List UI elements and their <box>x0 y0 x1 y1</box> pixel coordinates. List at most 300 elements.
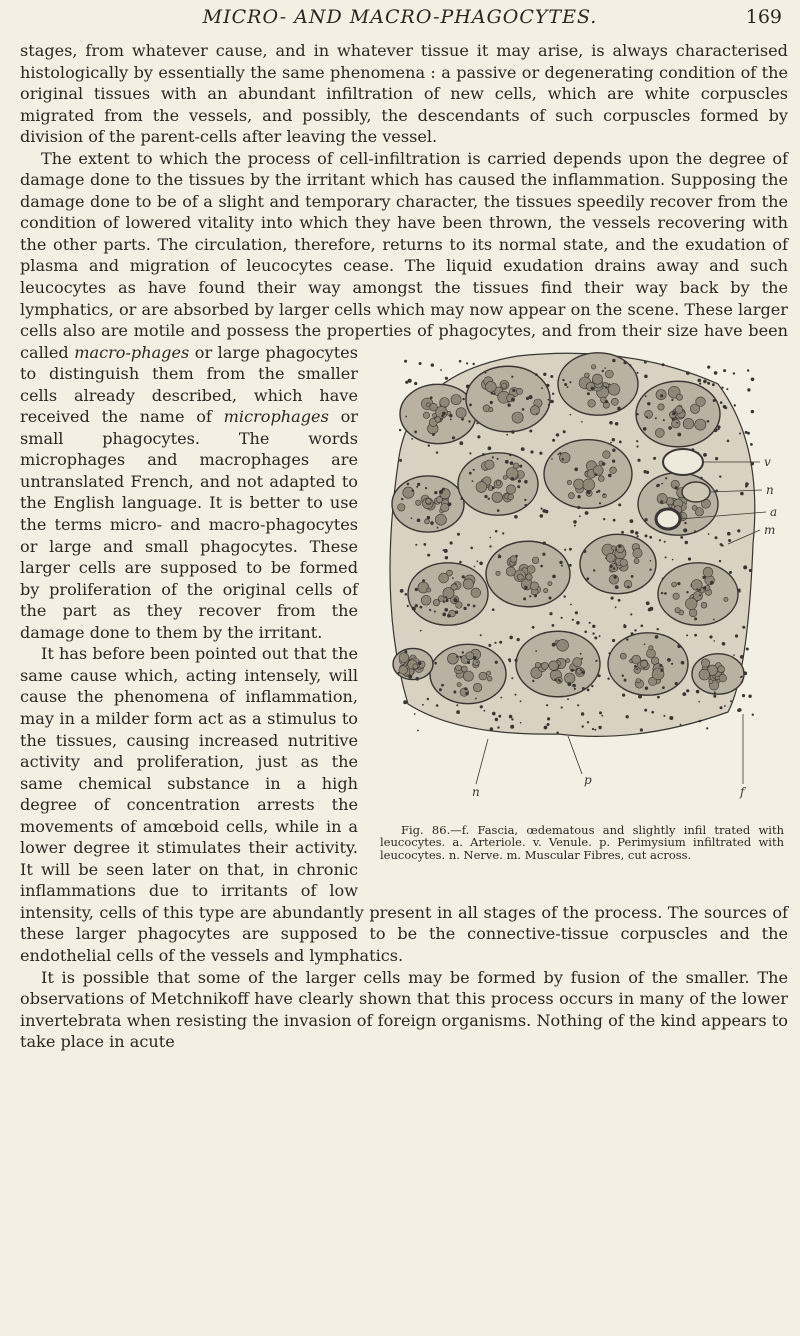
leucocyte <box>510 724 514 728</box>
muscle-fibre <box>439 573 449 583</box>
muscle-fibre <box>398 503 405 510</box>
leucocyte <box>751 410 754 413</box>
leucocyte <box>618 599 621 602</box>
leucocyte <box>598 674 601 677</box>
leucocyte <box>523 597 526 600</box>
leucocyte <box>715 677 717 679</box>
leucocyte <box>671 399 673 401</box>
leucocyte <box>522 408 525 411</box>
leucocyte <box>644 374 648 378</box>
leucocyte <box>430 521 434 525</box>
leucocyte <box>574 687 576 689</box>
label-nerve-bottom: n <box>472 784 480 799</box>
leucocyte <box>581 421 583 423</box>
leucocyte <box>462 651 464 653</box>
leucocyte <box>622 674 624 676</box>
muscle-fibre <box>541 662 548 669</box>
leucocyte <box>546 704 548 706</box>
leucocyte <box>745 482 749 486</box>
leucocyte <box>630 613 632 615</box>
leucocyte <box>443 549 445 551</box>
leucocyte <box>511 375 513 377</box>
leucocyte <box>543 541 546 544</box>
muscle-fibre <box>649 645 653 649</box>
leucocyte <box>509 453 512 456</box>
leucocyte <box>637 535 639 537</box>
leucocyte <box>511 677 513 679</box>
muscle-fibre <box>496 571 500 575</box>
leucocyte <box>497 726 499 728</box>
leucocyte <box>498 714 501 717</box>
leucocyte <box>580 669 582 671</box>
leucocyte <box>562 458 564 460</box>
muscle-fibre <box>535 662 540 667</box>
leucocyte <box>604 367 606 369</box>
figure-86 <box>368 344 788 892</box>
muscle-fibre <box>699 669 710 680</box>
leucocyte <box>468 420 470 422</box>
leucocyte <box>581 712 584 715</box>
leucocyte <box>660 394 663 397</box>
leucocyte <box>587 490 591 494</box>
muscle-fibre <box>611 398 618 405</box>
leucocyte <box>594 473 597 476</box>
leucocyte <box>714 371 718 375</box>
leucocyte <box>515 554 518 557</box>
leucocyte <box>482 453 485 456</box>
leucocyte <box>459 441 463 445</box>
muscle-fibre <box>489 407 493 411</box>
leucocyte <box>456 704 458 706</box>
leucocyte <box>741 681 743 683</box>
leucocyte <box>698 701 700 703</box>
muscle-fibre <box>683 418 694 429</box>
leucocyte <box>506 433 508 435</box>
leucocyte <box>440 369 442 371</box>
leucocyte <box>569 564 572 567</box>
muscle-fibre <box>516 388 522 394</box>
leucocyte <box>655 635 659 639</box>
leucocyte <box>577 495 580 498</box>
leucocyte <box>599 635 601 637</box>
leucocyte <box>583 550 586 553</box>
leucocyte <box>552 624 555 627</box>
leucocyte <box>714 691 716 693</box>
leucocyte <box>466 362 468 364</box>
leucocyte <box>544 725 548 729</box>
leucocyte <box>480 705 483 708</box>
leucocyte <box>442 612 446 616</box>
leucocyte <box>401 498 403 500</box>
leucocyte <box>712 383 715 386</box>
leucocyte <box>550 399 554 403</box>
muscle-fibre <box>492 492 502 502</box>
leucocyte <box>526 396 529 399</box>
muscle-fibre <box>685 598 697 610</box>
leucocyte <box>650 560 652 562</box>
leucocyte <box>494 641 496 643</box>
leucocyte <box>571 668 574 671</box>
leucocyte <box>592 632 594 634</box>
leucocyte <box>706 727 708 729</box>
leader-line <box>476 739 488 784</box>
leucocyte <box>572 683 576 687</box>
leucocyte <box>416 485 418 487</box>
paragraph-text: or small phagocytes. The words microphages and macrophages are untranslated French, and not adapted to the English language. It is better to use the terms micro- and macro-phagocytes or large and small phagocytes. These larger cells are supposed to be formed by proliferation of the original cells of the part as they recover from the damage done to them by the irritant. <box>20 407 358 642</box>
leucocyte <box>511 397 515 401</box>
leucocyte <box>686 371 690 375</box>
leucocyte <box>447 614 451 618</box>
leucocyte <box>499 640 502 643</box>
leucocyte <box>728 539 731 542</box>
leucocyte <box>445 599 448 602</box>
leucocyte <box>644 708 647 711</box>
leucocyte <box>660 500 663 503</box>
leucocyte <box>733 372 735 374</box>
leucocyte <box>493 392 495 394</box>
leucocyte <box>677 432 681 436</box>
leucocyte <box>587 721 589 723</box>
leucocyte <box>671 662 673 664</box>
leucocyte <box>595 659 597 661</box>
leucocyte <box>524 498 526 500</box>
leucocyte <box>612 358 615 361</box>
leucocyte <box>661 482 663 484</box>
leucocyte <box>412 489 414 491</box>
leucocyte <box>452 577 454 579</box>
leucocyte <box>640 728 643 731</box>
leucocyte <box>549 596 552 599</box>
leucocyte <box>474 565 476 567</box>
muscle-fibre <box>426 498 432 504</box>
leucocyte <box>677 644 681 648</box>
leucocyte <box>638 694 642 698</box>
leucocyte <box>547 398 549 400</box>
label-f: f <box>740 784 745 799</box>
leucocyte <box>484 495 487 498</box>
leucocyte <box>643 427 647 431</box>
leucocyte <box>552 438 555 441</box>
leucocyte <box>517 485 520 488</box>
leucocyte <box>627 585 629 587</box>
leucocyte <box>517 638 520 641</box>
leucocyte <box>720 401 723 404</box>
muscle-fibre <box>676 394 682 400</box>
leucocyte <box>422 704 424 706</box>
leucocyte <box>428 444 430 446</box>
leucocyte <box>525 504 527 506</box>
leucocyte <box>442 487 445 490</box>
leucocyte <box>423 543 426 546</box>
leucocyte <box>582 725 584 727</box>
leucocyte <box>630 519 634 523</box>
leucocyte <box>752 713 754 715</box>
leucocyte <box>646 601 650 605</box>
leucocyte <box>418 661 422 665</box>
leucocyte <box>515 658 518 661</box>
leucocyte <box>443 600 445 602</box>
leucocyte <box>574 467 578 471</box>
leucocyte <box>626 638 628 640</box>
leucocyte <box>540 564 543 567</box>
leucocyte <box>680 723 682 725</box>
leucocyte <box>557 453 559 455</box>
leucocyte <box>445 376 448 379</box>
leucocyte <box>476 661 478 663</box>
muscle-fibre <box>426 402 430 406</box>
muscle-fibre <box>485 460 494 469</box>
leucocyte <box>552 392 554 394</box>
leucocyte <box>610 564 613 567</box>
leucocyte <box>683 528 687 532</box>
muscle-fibre <box>592 374 602 384</box>
leucocyte <box>605 400 608 403</box>
leucocyte <box>425 487 427 489</box>
leucocyte <box>495 717 498 720</box>
leucocyte <box>556 731 558 733</box>
muscle-fibre <box>457 682 461 686</box>
leucocyte <box>540 514 544 518</box>
leucocyte <box>579 515 581 517</box>
leucocyte <box>444 608 448 612</box>
leucocyte <box>715 457 718 460</box>
muscle-fibre <box>696 397 706 407</box>
leucocyte <box>724 705 726 707</box>
arteriole <box>656 509 680 529</box>
leucocyte <box>659 664 662 667</box>
leucocyte <box>663 419 665 421</box>
muscle-fibre <box>440 397 450 407</box>
leucocyte <box>667 658 671 662</box>
leucocyte <box>448 502 452 506</box>
leucocyte <box>733 654 735 656</box>
leucocyte <box>469 452 471 454</box>
leucocyte <box>684 522 686 524</box>
running-head: MICRO- AND MACRO-PHAGOCYTES. <box>202 6 598 28</box>
leucocyte <box>613 575 616 578</box>
leucocyte <box>649 536 652 539</box>
leucocyte <box>408 674 412 678</box>
leucocyte <box>617 406 621 410</box>
leucocyte <box>612 459 615 462</box>
leucocyte <box>605 557 607 559</box>
leucocyte <box>488 497 490 499</box>
leucocyte <box>415 604 418 607</box>
leucocyte <box>681 661 685 665</box>
leucocyte <box>616 548 618 550</box>
leucocyte <box>475 697 477 699</box>
leucocyte <box>543 372 546 375</box>
muscle-fibre <box>435 416 441 422</box>
leucocyte <box>467 660 470 663</box>
leucocyte <box>444 549 448 553</box>
leucocyte <box>644 643 646 645</box>
leucocyte <box>719 560 721 562</box>
leucocyte <box>742 694 745 697</box>
leucocyte <box>470 546 473 549</box>
leucocyte <box>660 668 663 671</box>
leucocyte <box>490 536 492 538</box>
muscle-fibre <box>463 671 473 681</box>
leucocyte <box>675 682 678 685</box>
leucocyte <box>657 483 660 486</box>
leucocyte <box>559 560 562 563</box>
leucocyte <box>743 671 747 675</box>
leucocyte <box>609 383 611 385</box>
leucocyte <box>686 591 688 593</box>
leucocyte <box>405 415 407 417</box>
leucocyte <box>573 520 577 524</box>
muscle-fibre <box>598 475 604 481</box>
leucocyte <box>546 383 549 386</box>
muscle-fibre <box>675 406 682 413</box>
leucocyte <box>713 694 716 697</box>
muscle-fibre <box>517 574 523 580</box>
leucocyte <box>602 462 606 466</box>
leucocyte <box>480 634 482 636</box>
muscle-fibre <box>427 588 431 592</box>
leucocyte <box>605 386 607 388</box>
leucocyte <box>682 692 686 696</box>
leucocyte <box>713 640 715 642</box>
muscle-fibre <box>586 382 595 391</box>
leucocyte <box>405 593 408 596</box>
leucocyte <box>665 556 667 558</box>
leucocyte <box>738 588 741 591</box>
leucocyte <box>608 473 612 477</box>
leucocyte <box>552 574 556 578</box>
leucocyte <box>469 471 472 474</box>
leucocyte <box>429 609 431 611</box>
leucocyte <box>635 531 639 535</box>
muscle-fibre <box>413 663 418 668</box>
leucocyte <box>713 399 716 402</box>
leucocyte <box>532 626 535 629</box>
leucocyte <box>408 378 412 382</box>
muscle-fibre <box>448 653 459 664</box>
leucocyte <box>586 577 589 580</box>
muscle-fibre <box>588 399 596 407</box>
leucocyte <box>456 655 458 657</box>
leucocyte <box>699 594 701 596</box>
leucocyte <box>594 636 597 639</box>
leucocyte <box>612 448 615 451</box>
muscle-fibre <box>456 407 466 417</box>
muscle-fibre <box>476 481 487 492</box>
muscle-fibre <box>574 479 584 489</box>
label-v: v <box>764 454 771 469</box>
leucocyte <box>529 595 531 597</box>
leucocyte <box>457 532 460 535</box>
leucocyte <box>577 506 580 509</box>
leucocyte <box>686 634 688 636</box>
muscle-fibre <box>508 494 514 500</box>
leucocyte <box>575 611 578 614</box>
italic-term: macro-phages <box>74 342 190 362</box>
leucocyte <box>750 443 753 446</box>
muscle-fibre <box>603 450 611 458</box>
leucocyte <box>515 693 517 695</box>
leucocyte <box>463 606 466 609</box>
leucocyte <box>613 518 616 521</box>
leucocyte <box>645 534 648 537</box>
leucocyte <box>492 711 496 715</box>
leucocyte <box>694 530 696 532</box>
muscle-fibre <box>565 673 575 683</box>
leucocyte <box>411 438 413 440</box>
leucocyte <box>663 715 665 717</box>
muscle-fibre <box>399 665 408 674</box>
leucocyte <box>720 706 723 709</box>
leucocyte <box>561 706 563 708</box>
leucocyte <box>651 711 654 714</box>
leucocyte <box>439 688 442 691</box>
leucocyte <box>582 670 585 673</box>
leucocyte <box>488 446 492 450</box>
leucocyte <box>713 618 715 620</box>
leucocyte <box>563 430 566 433</box>
muscle-fibre <box>527 565 535 573</box>
leucocyte <box>455 610 458 613</box>
paragraph: It has before been pointed out that the same cause which, acting intensely, will cause the phenomena of inflammation, may in a milder form act as a stimulus to the tissues, causing increased nutritive activity and proliferation, just as the same chemical substance in a high degree of concentration arrests the movements of amœboid cells, while in a lower degree it stimulates their activity. It will be seen later on that, in chronic inflammations due to irritants of low intensity, cells of this type are abundantly present in all stages of the process. The sources of these larger phagocytes are supposed to be the connective-tissue corpuscles and the endothelial cells of the vessels and lymphatics. <box>20 644 788 965</box>
leucocyte <box>636 440 638 442</box>
muscle-fibre <box>573 657 582 666</box>
leucocyte <box>490 401 493 404</box>
leucocyte <box>403 700 407 704</box>
leucocyte <box>653 457 656 460</box>
leucocyte <box>521 447 525 451</box>
leucocyte <box>694 633 697 636</box>
leucocyte <box>634 665 637 668</box>
leucocyte <box>664 540 666 542</box>
leucocyte <box>598 725 601 728</box>
leucocyte <box>399 429 401 431</box>
nerve <box>682 482 710 502</box>
leucocyte <box>432 433 435 436</box>
leucocyte <box>485 372 487 374</box>
leucocyte <box>455 583 457 585</box>
paragraph: stages, from whatever cause, and in whatever tissue it may arise, is always characterised histologically by essentially the same phenomena : a passive or degenerating condition of the original tissues with an abundant infiltration of new cells, which are white corpuscles migrated from the vessels, and possibly, the descendants of such corpuscles formed by division of the parent-cells after leaving the vessel. <box>20 41 788 147</box>
leucocyte <box>404 650 407 653</box>
leucocyte <box>582 687 585 690</box>
leucocyte <box>592 728 594 730</box>
muscle-fibre <box>655 428 664 437</box>
leucocyte <box>740 676 742 678</box>
leucocyte <box>502 532 504 534</box>
leucocyte <box>730 700 732 702</box>
muscle-fibre <box>423 412 429 418</box>
leucocyte <box>420 605 423 608</box>
venule <box>663 449 703 475</box>
leucocyte <box>700 476 703 479</box>
leucocyte <box>636 668 638 670</box>
muscle-fibre <box>432 413 436 417</box>
leucocyte <box>677 582 680 585</box>
leucocyte <box>432 383 434 385</box>
leucocyte <box>657 695 660 698</box>
leucocyte <box>607 677 609 679</box>
leucocyte <box>434 610 436 612</box>
leucocyte <box>723 369 726 372</box>
leucocyte <box>622 693 625 696</box>
leucocyte <box>735 634 738 637</box>
muscle-fibre <box>645 410 653 418</box>
leucocyte <box>456 710 460 714</box>
leucocyte <box>509 714 513 718</box>
leucocyte <box>547 717 550 720</box>
leucocyte <box>707 381 710 384</box>
leucocyte <box>659 539 661 541</box>
